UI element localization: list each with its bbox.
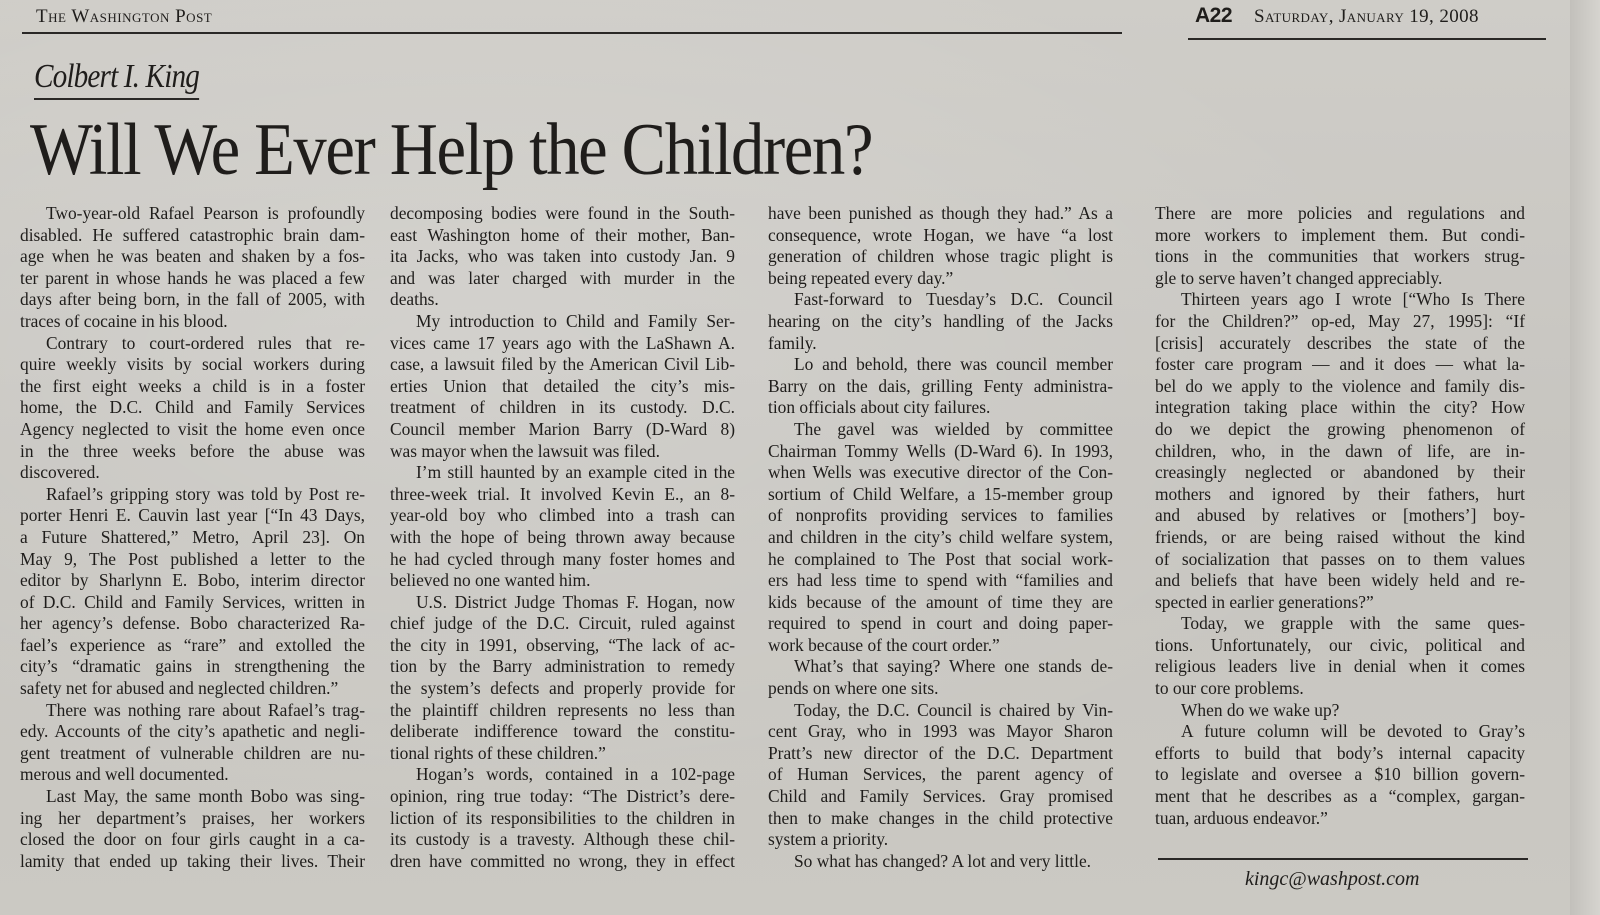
text-line: east Washington home of their mother, Ban- bbox=[390, 224, 735, 245]
article-paragraph bbox=[768, 851, 1113, 873]
text-line: he complained to The Post that social work- bbox=[768, 548, 1113, 569]
text-line: have been punished as though they had.” As a bbox=[768, 203, 1113, 223]
article-paragraph bbox=[390, 311, 735, 462]
article-paragraph bbox=[390, 592, 735, 765]
text-line: three-week trial. It involved Kevin E., an 8- bbox=[390, 483, 735, 504]
article-paragraph bbox=[768, 354, 1113, 419]
text-line: of Human Services, the parent agency of bbox=[768, 764, 1113, 785]
text-line: Contrary to court-ordered rules that re- bbox=[46, 332, 365, 353]
text-line: system a priority. bbox=[768, 829, 889, 850]
headline: Will We Ever Help the Children? bbox=[30, 109, 873, 191]
text-line: opinion, ring true today: “The District’s dere- bbox=[390, 786, 735, 807]
text-line: for the Children?” op-ed, May 27, 1995]: “If bbox=[1155, 310, 1525, 331]
text-line: sortium of Child Welfare, a 15-member group bbox=[768, 483, 1113, 504]
text-line: Fast-forward to Tuesday’s D.C. Council bbox=[794, 289, 1113, 310]
author-email-link[interactable]: kingc@washpost.com bbox=[1245, 868, 1420, 890]
text-line: vices came 17 years ago with the LaShawn A. bbox=[390, 332, 735, 353]
text-line: deaths. bbox=[390, 289, 439, 310]
article-column-3 bbox=[768, 203, 1113, 872]
text-line: ita Jacks, who was taken into custody Jan. 9 bbox=[390, 246, 735, 267]
text-line: What’s that saying? Where one stands de- bbox=[794, 656, 1113, 677]
byline: Colbert I. King bbox=[34, 58, 199, 100]
article-paragraph bbox=[1155, 721, 1525, 829]
text-line: gle to serve haven’t changed appreciably. bbox=[1155, 267, 1443, 288]
text-line: and was later charged with murder in the bbox=[390, 267, 735, 288]
page-number: A22 bbox=[1195, 4, 1233, 27]
text-line: merous and well documented. bbox=[20, 764, 229, 785]
text-line: fael’s experience as “rare” and extolled the bbox=[20, 634, 365, 655]
text-line: Pratt’s new director of the D.C. Department bbox=[768, 742, 1113, 763]
text-line: closed the door on four girls caught in a ca- bbox=[20, 829, 365, 850]
text-line: There are more policies and regulations and bbox=[1155, 203, 1525, 223]
text-line: ers had less time to spend with “families and bbox=[768, 570, 1113, 591]
text-line: to our core problems. bbox=[1155, 678, 1304, 699]
article-column-4 bbox=[1155, 203, 1525, 829]
text-line: required to spend in court and doing paper- bbox=[768, 613, 1113, 634]
text-line: ing her department’s praises, her workers bbox=[20, 807, 365, 828]
text-line: do we depict the growing phenomenon of bbox=[1155, 418, 1525, 439]
text-line: consequence, wrote Hogan, we have “a lost bbox=[768, 224, 1113, 245]
text-line: decomposing bodies were found in the South- bbox=[390, 203, 735, 223]
text-line: disabled. He suffered catastrophic brain dam- bbox=[20, 224, 365, 245]
text-line: Rafael’s gripping story was told by Post re- bbox=[46, 483, 365, 504]
article-paragraph bbox=[1155, 700, 1525, 722]
article-paragraph bbox=[1155, 289, 1525, 613]
text-line: Last May, the same month Bobo was sing- bbox=[46, 786, 365, 807]
article-column-1 bbox=[20, 203, 365, 872]
text-line: friends, or are being raised without the kind bbox=[1155, 526, 1525, 547]
text-line: family. bbox=[768, 332, 817, 353]
text-line: Thirteen years ago I wrote [“Who Is There bbox=[1181, 289, 1525, 310]
text-line: days after being born, in the fall of 2005, with bbox=[20, 289, 365, 310]
article-paragraph bbox=[1155, 613, 1525, 699]
text-line: religious leaders live in denial when it comes bbox=[1155, 656, 1525, 677]
article-paragraph bbox=[390, 764, 735, 872]
text-line: of nonprofits providing services to families bbox=[768, 505, 1113, 526]
text-line: children, who, in the dawn of life, are in- bbox=[1155, 440, 1525, 461]
article-paragraph bbox=[768, 656, 1113, 699]
text-line: of socialization that passes on to them values bbox=[1155, 548, 1525, 569]
text-line: the system’s defects and properly provide for bbox=[390, 678, 735, 699]
text-line: tion by the Barry administration to remedy bbox=[390, 656, 735, 677]
issue-date: Saturday, January 19, 2008 bbox=[1254, 6, 1479, 27]
text-line: creasingly neglected or abandoned by their bbox=[1155, 462, 1525, 483]
text-line: Barry on the dais, grilling Fenty administra- bbox=[768, 375, 1113, 396]
text-line: There was nothing rare about Rafael’s trag- bbox=[46, 699, 365, 720]
text-line: Two-year-old Rafael Pearson is profoundly bbox=[46, 203, 365, 223]
text-line: then to make changes in the child protective bbox=[768, 807, 1113, 828]
text-line: her agency’s defense. Bobo characterized Ra- bbox=[20, 613, 365, 634]
text-line: U.S. District Judge Thomas F. Hogan, now bbox=[416, 591, 735, 612]
text-line: age when he was beaten and shaken by a fos- bbox=[20, 246, 365, 267]
text-line: work because of the court order.” bbox=[768, 634, 1000, 655]
text-line: ter parent in whose hands he was placed a few bbox=[20, 267, 365, 288]
text-line: kids because of the amount of time they are bbox=[768, 591, 1113, 612]
text-line: pends on where one sits. bbox=[768, 678, 939, 699]
text-line: foster care program — and it does — what la- bbox=[1155, 354, 1525, 375]
text-line: erties Union that detailed the city’s mis- bbox=[390, 375, 735, 396]
text-line: he had cycled through many foster homes and bbox=[390, 548, 735, 569]
text-line: editor by Sharlynn E. Bobo, interim director bbox=[20, 570, 365, 591]
text-line: tuan, arduous endeavor.” bbox=[1155, 807, 1328, 828]
text-line: being repeated every day.” bbox=[768, 267, 954, 288]
text-line: Hogan’s words, contained in a 102-page bbox=[416, 764, 735, 785]
article-paragraph bbox=[768, 700, 1113, 851]
text-line: home, the D.C. Child and Family Services bbox=[20, 397, 365, 418]
text-line: When do we wake up? bbox=[1181, 699, 1340, 720]
text-line: bel do we apply to the violence and family dis- bbox=[1155, 375, 1525, 396]
text-line: tions in the communities that workers strug- bbox=[1155, 246, 1525, 267]
text-line: tion officials about city failures. bbox=[768, 397, 991, 418]
article-paragraph bbox=[20, 484, 365, 700]
text-line: traces of cocaine in his blood. bbox=[20, 310, 228, 331]
article-paragraph bbox=[1155, 203, 1525, 289]
text-line: of D.C. Child and Family Services, written in bbox=[20, 591, 365, 612]
article-paragraph bbox=[768, 203, 1113, 289]
text-line: ment that he describes as a “complex, gargan- bbox=[1155, 786, 1525, 807]
text-line: deliberate indifference toward the constitu- bbox=[390, 721, 735, 742]
text-line: to legislate and oversee a $10 billion govern- bbox=[1155, 764, 1525, 785]
text-line: [crisis] accurately describes the state of the bbox=[1155, 332, 1525, 353]
text-line: year-old boy who climbed into a trash can bbox=[390, 505, 735, 526]
text-line: hearing on the city’s handling of the Jacks bbox=[768, 310, 1113, 331]
text-line: May 9, The Post published a letter to the bbox=[20, 548, 365, 569]
article-paragraph bbox=[390, 203, 735, 311]
text-line: integration taking place within the city? How bbox=[1155, 397, 1525, 418]
article-paragraph bbox=[20, 203, 365, 333]
text-line: My introduction to Child and Family Ser- bbox=[416, 310, 735, 331]
text-line: cent Gray, who in 1993 was Mayor Sharon bbox=[768, 721, 1113, 742]
article-column-2 bbox=[390, 203, 735, 872]
text-line: with the hope of being thrown away because bbox=[390, 526, 735, 547]
article-paragraph bbox=[768, 419, 1113, 657]
text-line: in the three weeks before the abuse was bbox=[20, 440, 365, 461]
text-line: chief judge of the D.C. Circuit, ruled against bbox=[390, 613, 735, 634]
text-line: a Future Shattered,” Metro, April 23]. On bbox=[20, 526, 365, 547]
article-paragraph bbox=[20, 786, 365, 872]
text-line: spected in earlier generations?” bbox=[1155, 591, 1374, 612]
text-line: I’m still haunted by an example cited in the bbox=[416, 462, 735, 483]
text-line: A future column will be devoted to Gray’s bbox=[1181, 721, 1525, 742]
text-line: Child and Family Services. Gray promised bbox=[768, 786, 1113, 807]
text-line: more workers to implement them. But condi- bbox=[1155, 224, 1525, 245]
text-line: mothers and ignored by their fathers, hurt bbox=[1155, 483, 1525, 504]
publication-name: The Washington Post bbox=[36, 6, 213, 27]
text-line: dren have committed no wrong, they in effect bbox=[390, 850, 735, 871]
text-line: the city in 1991, observing, “The lack of ac- bbox=[390, 634, 735, 655]
article-paragraph bbox=[20, 333, 365, 484]
text-line: treatment of children in its custody. D.C. bbox=[390, 397, 735, 418]
text-line: quire weekly visits by social workers during bbox=[20, 354, 365, 375]
folio-rule bbox=[1188, 38, 1546, 40]
text-line: and children in the city’s child welfare system, bbox=[768, 526, 1113, 547]
article-paragraph bbox=[768, 289, 1113, 354]
text-line: porter Henri E. Cauvin last year [“In 43 Days, bbox=[20, 505, 365, 526]
text-line: Lo and behold, there was council member bbox=[794, 354, 1113, 375]
text-line: The gavel was wielded by committee bbox=[794, 418, 1113, 439]
text-line: tional rights of these children.” bbox=[390, 742, 606, 763]
text-line: liction of its responsibilities to the children in bbox=[390, 807, 735, 828]
text-line: city’s “dramatic gains in strengthening the bbox=[20, 656, 365, 677]
text-line: efforts to build that body’s internal capacity bbox=[1155, 742, 1525, 763]
text-line: generation of children whose tragic plight is bbox=[768, 246, 1113, 267]
text-line: Today, we grapple with the same ques- bbox=[1181, 613, 1525, 634]
text-line: believed no one wanted him. bbox=[390, 570, 591, 591]
text-line: edy. Accounts of the city’s apathetic and negli- bbox=[20, 721, 365, 742]
text-line: gent treatment of vulnerable children are nu- bbox=[20, 742, 365, 763]
folio bbox=[1195, 4, 1479, 28]
text-line: tions. Unfortunately, our civic, political and bbox=[1155, 634, 1525, 655]
article-paragraph bbox=[20, 700, 365, 786]
text-line: Council member Marion Barry (D-Ward 8) bbox=[390, 418, 735, 439]
text-line: the first eight weeks a child is in a foster bbox=[20, 375, 365, 396]
signature-rule bbox=[1158, 858, 1528, 860]
text-line: Today, the D.C. Council is chaired by Vin- bbox=[794, 699, 1113, 720]
text-line: discovered. bbox=[20, 462, 100, 483]
text-line: and beliefs that have been widely held and re- bbox=[1155, 570, 1525, 591]
text-line: case, a lawsuit filed by the American Civil Lib- bbox=[390, 354, 735, 375]
text-line: was mayor when the lawsuit was filed. bbox=[390, 440, 660, 461]
text-line: So what has changed? A lot and very little. bbox=[794, 850, 1092, 871]
article-paragraph bbox=[390, 462, 735, 592]
text-line: when Wells was executive director of the Con- bbox=[768, 462, 1113, 483]
text-line: Chairman Tommy Wells (D-Ward 6). In 1993, bbox=[768, 440, 1113, 461]
text-line: the plaintiff children represents no less than bbox=[390, 699, 735, 720]
paper-edge bbox=[1570, 0, 1600, 915]
text-line: safety net for abused and neglected children.” bbox=[20, 678, 339, 699]
text-line: its custody is a travesty. Although these chil- bbox=[390, 829, 735, 850]
text-line: and abused by relatives or [mothers’] boy- bbox=[1155, 505, 1525, 526]
text-line: Agency neglected to visit the home even once bbox=[20, 418, 365, 439]
masthead-rule bbox=[22, 32, 1122, 34]
text-line: lamity that ended up taking their lives. Their bbox=[20, 850, 365, 871]
